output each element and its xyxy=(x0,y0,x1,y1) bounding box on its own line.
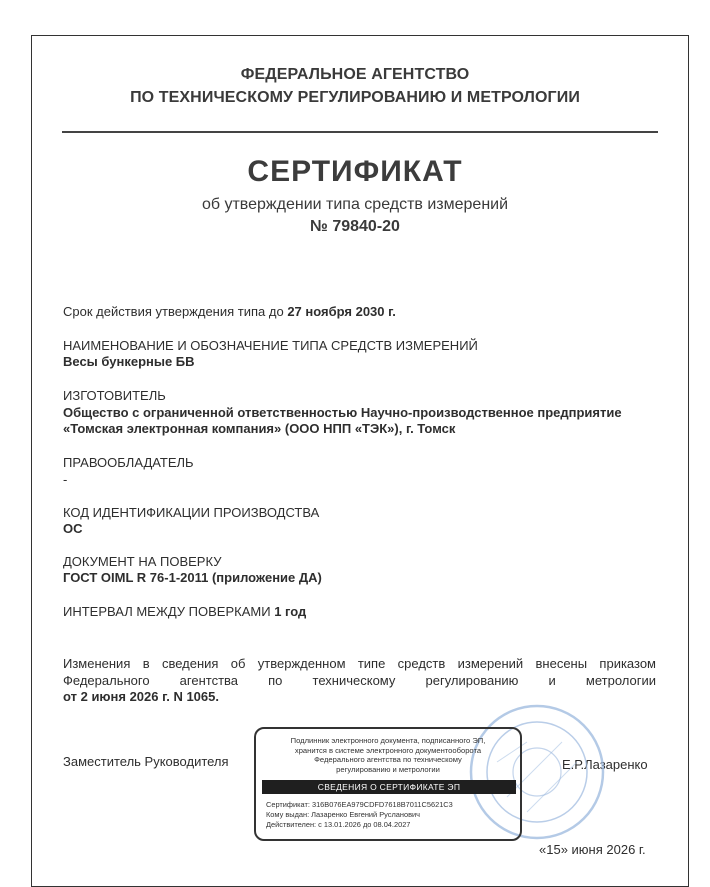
changes-line2: Федерального агентства по техническому регулированию и метрологии xyxy=(63,673,656,688)
e-signature-banner: СВЕДЕНИЯ О СЕРТИФИКАТЕ ЭП xyxy=(262,780,516,794)
e-signature-header-line2: хранится в системе электронного документооборота xyxy=(294,745,482,755)
signatory-position: Заместитель Руководителя xyxy=(63,754,229,769)
production-code-value: ОС xyxy=(63,521,83,536)
rightholder-value: - xyxy=(63,472,68,487)
production-code-label: КОД ИДЕНТИФИКАЦИИ ПРОИЗВОДСТВА xyxy=(63,505,320,520)
manufacturer-value-line2: «Томская электронная компания» (ООО НПП «ТЭК»), г. Томск xyxy=(63,421,456,436)
changes-line1: Изменения в сведения об утвержденном типе средств измерений внесены приказом xyxy=(63,656,656,671)
changes-line3: от 2 июня 2026 г. N 1065. xyxy=(63,689,219,704)
interval-value: 1 год xyxy=(274,604,307,619)
document-subtitle: об утверждении типа средств измерений xyxy=(201,196,509,213)
rightholder-label: ПРАВООБЛАДАТЕЛЬ xyxy=(63,455,194,470)
e-signature-header xyxy=(256,736,520,774)
name-value: Весы бункерные БВ xyxy=(63,354,195,369)
electronic-signature-stamp xyxy=(254,727,522,841)
interval-line xyxy=(63,604,306,619)
e-signature-header-line3: Федерального агентства по техническому xyxy=(314,755,462,765)
e-signature-certificate: Сертификат: 316B076EA979CDFD7618B7011C5621C3 xyxy=(266,800,453,809)
agency-name-line2: ПО ТЕХНИЧЕСКОМУ РЕГУЛИРОВАНИЮ И МЕТРОЛОГИИ xyxy=(130,89,580,106)
interval-label: ИНТЕРВАЛ МЕЖДУ ПОВЕРКАМИ xyxy=(63,604,275,619)
certificate-number: № 79840-20 xyxy=(310,218,400,235)
e-signature-header-line4: регулированию и метрологии xyxy=(336,764,440,774)
signatory-name: Е.Р.Лазаренко xyxy=(562,757,648,772)
validity-date: 27 ноября 2030 г. xyxy=(287,304,396,319)
verification-doc-value: ГОСТ OIML R 76-1-2011 (приложение ДА) xyxy=(63,570,322,585)
e-signature-header-line1: Подлинник электронного документа, подписанного ЭП, xyxy=(290,736,486,745)
e-signature-details xyxy=(266,800,453,830)
e-signature-issued-to: Кому выдан: Лазаренко Евгений Русланович xyxy=(266,810,420,819)
issue-date: «15» июня 2026 г. xyxy=(539,842,646,857)
manufacturer-label: ИЗГОТОВИТЕЛЬ xyxy=(63,388,166,403)
e-signature-validity: Действителен: с 13.01.2026 до 08.04.2027 xyxy=(266,820,411,829)
agency-name-line1: ФЕДЕРАЛЬНОЕ АГЕНТСТВО xyxy=(240,66,470,83)
validity-line xyxy=(63,304,396,319)
name-label: НАИМЕНОВАНИЕ И ОБОЗНАЧЕНИЕ ТИПА СРЕДСТВ ИЗМЕРЕНИЙ xyxy=(63,338,478,353)
verification-doc-label: ДОКУМЕНТ НА ПОВЕРКУ xyxy=(63,554,222,569)
validity-label: Срок действия утверждения типа до xyxy=(63,304,288,319)
document-title: СЕРТИФИКАТ xyxy=(247,155,463,188)
manufacturer-value-line1: Общество с ограниченной ответственностью Научно-производственное предприятие xyxy=(63,405,622,420)
header-divider xyxy=(62,131,658,133)
